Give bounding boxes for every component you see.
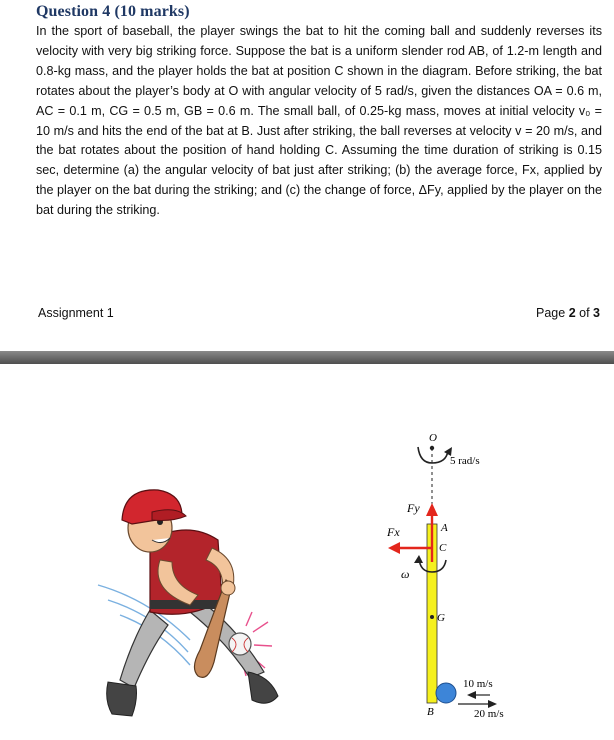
figure-area (0, 364, 614, 740)
ball-B-icon (436, 683, 456, 703)
question-title: Question 4 (10 marks) (36, 3, 190, 20)
page-total: 3 (593, 306, 600, 320)
force-Fx-arrowhead-icon (388, 542, 400, 554)
force-Fy-arrowhead-icon (426, 503, 438, 516)
page-break-band (0, 351, 614, 364)
label-omega: ω (401, 567, 410, 581)
footer-assignment: Assignment 1 (38, 306, 114, 320)
label-O: O (429, 432, 437, 444)
rotation-arrowhead-C-icon (414, 555, 423, 563)
label-v0: 10 m/s (463, 678, 493, 690)
footer-page-number (536, 306, 600, 320)
player-back-shoe (107, 682, 137, 716)
question-body: In the sport of baseball, the player swings the bat to hit the coming ball and suddenly reverses its velocity with very big striking force. Suppose the bat is a uniform slender rod AB, of 1.2-m length and 0.8-kg mass, and the player holds the bat at position C shown in the diagram. Before striking, the bat rotates about the player’s body at O with angular velocity of 5 rad/s, given the distances OA = 0.6 m, AC = 0.1 m, CG = 0.5 m, GB = 0.6 m. The small ball, of 0.25-kg mass, moves at initial velocity v₀ = 10 m/s and hits the end of the bat at B. Just after striking, the ball reverses at velocity v = 20 m/s, and the bat rotates about the position of hand holding C. Assuming the time duration of striking is 0.15 sec, determine (a) the angular velocity of bat just after striking; (b) the average force, Fx, applied by the player on the bat during the striking; and (c) the change of force, ΔFy, applied by the player on the bat during the striking. (36, 24, 602, 218)
velocity-initial-arrowhead-icon (467, 691, 476, 699)
player-front-shoe (248, 672, 278, 703)
label-Fx: Fx (387, 525, 400, 539)
player-hands (221, 581, 235, 595)
velocity-final-arrowhead-icon (488, 700, 497, 708)
label-v: 20 m/s (474, 708, 504, 720)
label-B: B (427, 706, 434, 718)
figure-svg (0, 364, 614, 740)
player-back-leg (120, 610, 168, 688)
center-of-mass-G-icon (430, 615, 434, 619)
label-G: G (437, 612, 445, 624)
label-rate: 5 rad/s (450, 455, 480, 467)
label-C: C (439, 542, 447, 554)
bat-diagram (386, 432, 504, 720)
page-of: of (579, 306, 590, 320)
label-Fy: Fy (407, 501, 420, 515)
page-word: Page (536, 306, 566, 320)
page-current: 2 (568, 306, 576, 320)
baseball-player-illustration (98, 490, 278, 716)
label-A: A (441, 522, 448, 534)
pivot-O-icon (430, 446, 434, 450)
